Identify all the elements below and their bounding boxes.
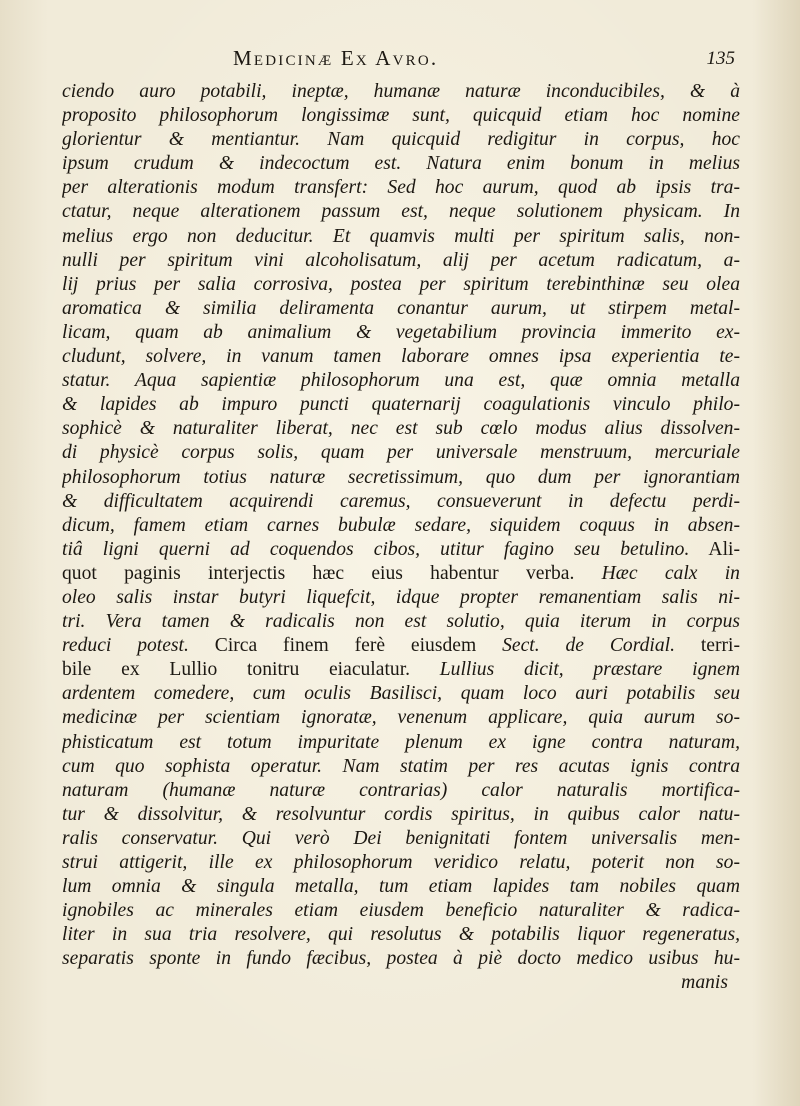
italic-text: ctatur, neque alterationem passum est, neque solutionem physicam. In xyxy=(62,201,740,223)
roman-text: bile ex Lullio tonitru eiaculatur. xyxy=(62,659,440,681)
body-text xyxy=(62,80,740,996)
italic-text: lum omnia & singula metalla, tum etiam lapides tam nobiles quam xyxy=(62,876,740,898)
text-line xyxy=(62,682,740,706)
text-line xyxy=(62,586,740,610)
italic-text: strui attigerit, ille ex philosophorum veridico relatu, poterit non so- xyxy=(62,852,740,873)
text-line xyxy=(62,851,740,875)
text-line xyxy=(62,706,740,730)
italic-text: ralis conservatur. Qui verò Dei benignitati fontem universalis men- xyxy=(62,827,740,849)
italic-text: per alterationis modum transfert: Sed hoc aurum, quod ab ipsis tra- xyxy=(62,177,740,199)
italic-text: Lullius dicit, præstare ignem xyxy=(439,659,740,681)
text-line xyxy=(62,417,740,441)
text-line xyxy=(62,441,740,465)
roman-text: Circa finem ferè eiusdem xyxy=(188,635,503,657)
catchword-line xyxy=(62,971,740,995)
text-line xyxy=(62,273,740,297)
text-line xyxy=(62,200,740,224)
text-line xyxy=(62,899,740,923)
page-number: 135 xyxy=(706,48,735,69)
text-line xyxy=(62,345,740,369)
roman-text: Ali- xyxy=(689,538,740,560)
italic-text: Hæc calx in xyxy=(601,562,740,584)
text-line xyxy=(62,803,740,827)
italic-text: tiâ ligni querni ad coquendos cibos, utitur fagino seu betulino. xyxy=(62,538,690,560)
text-line xyxy=(62,779,740,803)
italic-text: tur & dissolvitur, & resolvuntur cordis spiritus, in quibus calor natu- xyxy=(62,803,740,825)
text-line xyxy=(62,393,740,417)
italic-text: & lapides ab impuro puncti quaternarij coagulationis vinculo philo- xyxy=(62,394,740,416)
italic-text: reduci potest. xyxy=(62,635,189,657)
text-line xyxy=(62,490,740,514)
italic-text: licam, quam ab animalium & vegetabilium provincia immerito ex- xyxy=(62,321,740,343)
italic-text: philosophorum totius naturæ secretissimum, quo dum per ignorantiam xyxy=(62,466,740,488)
italic-text: dicum, famem etiam carnes bubulæ sedare, siquidem coquus in absen- xyxy=(62,514,740,536)
italic-text: sophicè & naturaliter liberat, nec est sub cœlo modus alius dissolven- xyxy=(62,418,740,440)
text-line xyxy=(62,249,740,273)
italic-text: ignobiles ac minerales etiam eiusdem beneficio naturaliter & radica- xyxy=(62,900,740,922)
italic-text: tri. Vera tamen & radicalis non est solutio, quia iterum in corpus xyxy=(62,611,740,633)
italic-text: lij prius per salia corrosiva, postea per spiritum terebinthinæ seu olea xyxy=(62,273,740,295)
text-line xyxy=(62,176,740,200)
text-line xyxy=(62,947,740,971)
italic-text: di physicè corpus solis, quam per universale menstruum, mercuriale xyxy=(62,442,740,464)
italic-text: ardentem comedere, cum oculis Basilisci, quam loco auri potabilis seu xyxy=(62,683,740,705)
italic-text: ciendo auro potabili, ineptæ, humanæ naturæ inconducibiles, & à xyxy=(62,81,740,102)
text-line xyxy=(62,321,740,345)
italic-text: & difficultatem acquirendi caremus, consueverunt in defectu perdi- xyxy=(62,490,740,512)
text-line xyxy=(62,634,740,658)
text-line xyxy=(62,369,740,393)
text-line xyxy=(62,731,740,755)
italic-text: cludunt, solvere, in vanum tamen laborare omnes ipsa experientia te- xyxy=(62,346,740,368)
roman-text: quot paginis interjectis hæc eius habentur verba. xyxy=(62,562,602,584)
text-line xyxy=(62,658,740,682)
text-line xyxy=(62,610,740,634)
italic-text: melius ergo non deducitur. Et quamvis multi per spiritum salis, non- xyxy=(62,225,740,247)
running-head: Medicinæ Ex Avro. xyxy=(233,46,439,70)
italic-text: naturam (humanæ naturæ contrarias) calor naturalis mortifica- xyxy=(62,779,740,801)
italic-text: ipsum crudum & indecoctum est. Natura enim bonum in melius xyxy=(62,153,740,175)
italic-text: glorientur & mentiantur. Nam quicquid redigitur in corpus, hoc xyxy=(62,129,740,151)
page-header xyxy=(195,46,735,78)
roman-text: terri- xyxy=(674,635,740,657)
text-line xyxy=(62,104,740,128)
italic-text: liter in sua tria resolvere, qui resolutus & potabilis liquor regeneratus, xyxy=(62,924,740,946)
italic-text: medicinæ per scientiam ignoratæ, venenum applicare, quia aurum so- xyxy=(62,707,740,729)
text-line xyxy=(62,875,740,899)
text-line xyxy=(62,755,740,779)
text-line xyxy=(62,128,740,152)
italic-text: phisticatum est totum impuritate plenum ex igne contra naturam, xyxy=(62,731,740,753)
italic-text: oleo salis instar butyri liquefcit, idque propter remanentiam salis ni- xyxy=(62,586,740,608)
text-line xyxy=(62,152,740,176)
italic-text: proposito philosophorum longissimæ sunt, quicquid etiam hoc nomine xyxy=(62,105,740,127)
text-line xyxy=(62,923,740,947)
italic-text: statur. Aqua sapientiæ philosophorum una est, quæ omnia metalla xyxy=(62,370,740,392)
text-line xyxy=(62,225,740,249)
text-line xyxy=(62,80,740,104)
text-line xyxy=(62,827,740,851)
italic-text: separatis sponte in fundo fæcibus, postea à piè docto medico usibus hu- xyxy=(62,948,740,970)
italic-text: manis xyxy=(681,972,728,994)
text-line xyxy=(62,466,740,490)
text-line xyxy=(62,538,740,562)
italic-text: aromatica & similia deliramenta conantur aurum, ut stirpem metal- xyxy=(62,297,740,319)
italic-text: cum quo sophista operatur. Nam statim per res acutas ignis contra xyxy=(62,755,740,777)
text-line xyxy=(62,514,740,538)
text-line xyxy=(62,562,740,586)
italic-text: Sect. de Cordial. xyxy=(502,635,675,657)
text-line xyxy=(62,297,740,321)
italic-text: nulli per spiritum vini alcoholisatum, alij per acetum radicatum, a- xyxy=(62,249,740,271)
